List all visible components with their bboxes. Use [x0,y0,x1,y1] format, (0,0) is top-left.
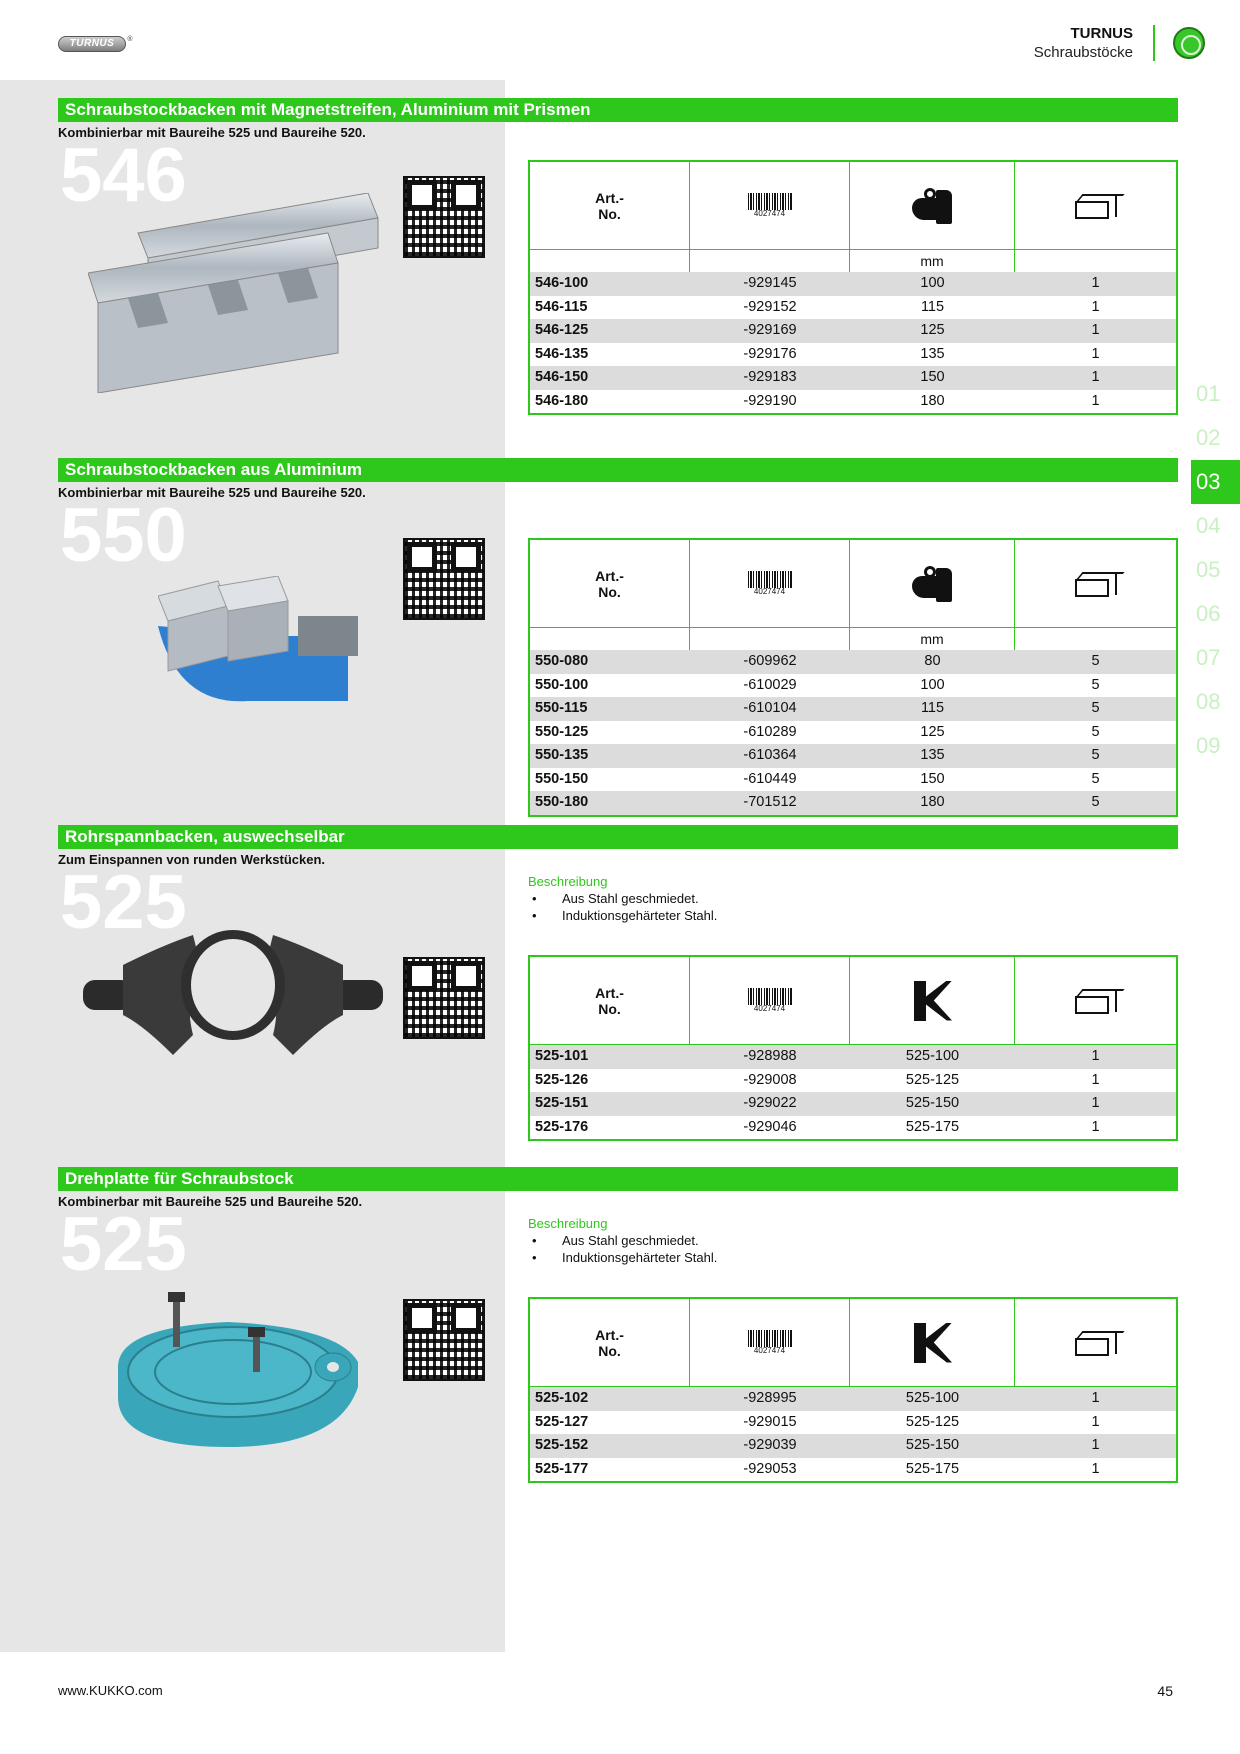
quantity-cell: 5 [1091,723,1100,740]
table-row [530,1458,1176,1482]
barcode-icon: 4027474 [748,988,792,1014]
qr-code-icon[interactable] [403,1299,485,1381]
table-body [530,1387,1176,1481]
header-art-no: Art.- No. [595,189,624,222]
description [528,1215,717,1266]
chapter-tab[interactable]: 07 [1196,645,1221,670]
value-cell: 180 [920,392,945,409]
page-number: 45 [1157,1683,1173,1699]
product-image-aluminium-jaws-on-vise [158,576,358,706]
table-row [530,697,1176,721]
quantity-cell: 1 [1091,1437,1100,1453]
barcode-icon: 4027474 [748,193,792,219]
ean-cell: -610289 [743,723,797,740]
series-number: 550 [60,493,187,578]
section-subtitle: Zum Einspannen von runden Werkstücken. [58,852,326,867]
product-image-swivel-plate [108,1287,368,1457]
ean-cell: -928995 [743,1390,797,1406]
table-row [530,366,1176,390]
section-title: Drehplatte für Schraubstock [58,1167,1178,1191]
quantity-cell: 1 [1091,392,1100,409]
section-525-pipe-jaws [58,825,1178,1135]
table-header [530,1299,1176,1387]
chapter-tab[interactable]: 04 [1196,513,1221,538]
series-number: 525 [60,1202,187,1287]
ean-cell: -929008 [743,1071,797,1088]
value-cell: 525-125 [905,1413,960,1430]
spec-table-525-pipe [528,955,1178,1141]
table-row [530,1387,1176,1411]
section-525-swivel-plate [58,1167,1178,1477]
quantity-cell: 5 [1091,794,1100,810]
article-number-cell: 550-080 [535,653,589,669]
section-subtitle: Kombinerbar mit Baureihe 525 und Baureihe 520. [58,1194,363,1209]
quantity-cell: 1 [1091,1095,1100,1111]
value-cell: 100 [920,275,945,291]
section-title: Rohrspannbacken, auswechselbar [58,825,1178,849]
chapter-tab[interactable]: 05 [1196,557,1221,582]
quantity-cell: 5 [1091,653,1100,669]
article-number-cell: 550-180 [535,794,589,810]
table-header [530,957,1176,1045]
chapter-tab[interactable]: 09 [1196,733,1221,758]
value-cell: 525-100 [905,1390,960,1406]
quantity-cell: 5 [1091,676,1100,693]
value-cell: 125 [920,322,945,338]
footer-website[interactable]: www.KUKKO.com [58,1683,163,1698]
value-cell: 80 [924,653,941,669]
ean-cell: -929022 [743,1095,797,1111]
spec-table-525-plate [528,1297,1178,1483]
quantity-cell: 1 [1091,1413,1100,1430]
package-quantity-icon [1073,1328,1119,1358]
chapter-index [1191,372,1240,768]
article-number-cell: 546-180 [535,392,589,409]
chapter-tab[interactable]: 08 [1196,689,1221,714]
compatible-series-icon [910,979,954,1023]
quantity-cell: 1 [1091,1390,1100,1406]
unit-mm: mm [850,628,1015,650]
table-row [530,744,1176,768]
article-number-cell: 525-126 [535,1071,589,1088]
barcode-icon: 4027474 [748,1330,792,1356]
quantity-cell: 1 [1091,1460,1100,1477]
ean-cell: -929183 [743,369,797,385]
unit-row [530,628,1176,650]
quantity-cell: 5 [1091,770,1100,787]
ean-cell: -610449 [743,770,797,787]
section-subtitle: Kombinierbar mit Baureihe 525 und Baureihe 520. [58,485,366,500]
value-cell: 115 [920,700,945,716]
article-number-cell: 546-150 [535,369,589,385]
quantity-cell: 1 [1091,345,1100,362]
ean-cell: -701512 [743,794,797,810]
value-cell: 100 [920,676,945,693]
table-row [530,296,1176,320]
table-row [530,650,1176,674]
article-number-cell: 546-115 [535,298,588,315]
quantity-cell: 1 [1091,369,1100,385]
table-row [530,768,1176,792]
value-cell: 150 [920,369,945,385]
article-number-cell: 550-125 [535,723,589,740]
table-row [530,1045,1176,1069]
article-number-cell: 525-152 [535,1437,589,1453]
ean-cell: -610029 [743,676,797,693]
table-row [530,1434,1176,1458]
table-row [530,1116,1176,1140]
article-number-cell: 525-176 [535,1118,589,1135]
value-cell: 525-175 [905,1460,960,1477]
ean-cell: -929015 [743,1413,797,1430]
table-row [530,343,1176,367]
value-cell: 115 [920,298,945,315]
description-item: • Aus Stahl geschmiedet. [528,1232,717,1249]
article-number-cell: 525-101 [535,1048,589,1064]
quantity-cell: 1 [1091,1048,1100,1064]
qr-code-icon[interactable] [403,538,485,620]
table-row [530,791,1176,815]
value-cell: 525-125 [905,1071,960,1088]
description [528,873,717,924]
table-row [530,1411,1176,1435]
description-item: • Aus Stahl geschmiedet. [528,890,717,907]
value-cell: 135 [920,747,945,763]
chapter-tab-active[interactable]: 03 [1191,460,1240,504]
article-number-cell: 550-150 [535,770,589,787]
table-row [530,1069,1176,1093]
package-quantity-icon [1073,569,1119,599]
ean-cell: -929190 [743,392,797,409]
table-row [530,272,1176,296]
chapter-tab[interactable]: 06 [1196,601,1221,626]
table-body [530,1045,1176,1139]
brand-block [1034,25,1133,63]
quantity-cell: 1 [1091,322,1100,338]
brand-name: TURNUS [1070,25,1133,42]
quantity-cell: 1 [1091,275,1100,291]
unit-mm: mm [850,250,1015,272]
description-title: Beschreibung [528,1216,608,1231]
table-header [530,540,1176,628]
brand-divider [1153,25,1155,61]
description-title: Beschreibung [528,874,608,889]
table-row [530,1092,1176,1116]
description-item: • Induktionsgehärteter Stahl. [528,1249,717,1266]
quantity-cell: 1 [1091,1118,1100,1135]
value-cell: 150 [920,770,945,787]
package-quantity-icon [1073,986,1119,1016]
article-number-cell: 550-135 [535,747,589,763]
article-number-cell: 525-151 [535,1095,589,1111]
value-cell: 125 [920,723,945,740]
article-number-cell: 546-125 [535,322,589,338]
series-number: 525 [60,860,187,945]
value-cell: 135 [920,345,945,362]
header-art-no: Art.- No. [595,1326,624,1359]
section-546 [58,98,1178,409]
package-quantity-icon [1073,191,1119,221]
chapter-tab[interactable]: 02 [1196,425,1221,450]
value-cell: 180 [920,794,945,810]
ean-cell: -929053 [743,1460,797,1477]
jaw-width-icon [910,564,954,604]
brand-subtitle: Schraubstöcke [1033,44,1133,61]
ean-cell: -610104 [743,700,797,716]
table-row [530,390,1176,414]
chapter-tab[interactable]: 01 [1196,381,1221,406]
product-image-pipe-jaws [83,925,383,1065]
table-row [530,319,1176,343]
section-title: Schraubstockbacken aus Aluminium [58,458,1178,482]
series-number: 546 [60,133,187,218]
header-art-no: Art.- No. [595,984,624,1017]
ean-cell: -929169 [743,322,797,338]
ean-cell: -929039 [743,1437,797,1453]
jaw-width-icon [910,186,954,226]
quantity-cell: 1 [1091,1071,1100,1088]
barcode-icon: 4027474 [748,571,792,597]
ean-cell: -929176 [743,345,797,362]
spec-table-546 [528,160,1178,415]
article-number-cell: 546-100 [535,275,589,291]
table-body [530,650,1176,815]
table-row [530,674,1176,698]
header-art-no: Art.- No. [595,567,624,600]
ean-cell: -929046 [743,1118,797,1135]
qr-code-icon[interactable] [403,176,485,258]
turnus-logo: TURNUS ® [58,36,126,52]
unit-row [530,250,1176,272]
description-item: • Induktionsgehärteter Stahl. [528,907,717,924]
quantity-cell: 1 [1091,298,1100,315]
section-550 [58,458,1178,810]
ean-cell: -609962 [743,653,797,669]
value-cell: 525-100 [905,1048,960,1064]
ean-cell: -929145 [743,275,797,291]
company-seal-icon [1173,27,1205,59]
quantity-cell: 5 [1091,700,1100,716]
spec-table-550 [528,538,1178,817]
quantity-cell: 5 [1091,747,1100,763]
value-cell: 525-150 [905,1095,960,1111]
article-number-cell: 546-135 [535,345,589,362]
table-body [530,272,1176,413]
article-number-cell: 525-102 [535,1390,589,1406]
article-number-cell: 525-177 [535,1460,589,1477]
section-title: Schraubstockbacken mit Magnetstreifen, Aluminium mit Prismen [58,98,1178,122]
value-cell: 525-150 [905,1437,960,1453]
value-cell: 525-175 [905,1118,960,1135]
article-number-cell: 525-127 [535,1413,589,1430]
ean-cell: -610364 [743,747,797,763]
ean-cell: -928988 [743,1048,797,1064]
article-number-cell: 550-115 [535,700,588,716]
ean-cell: -929152 [743,298,797,315]
product-image-aluminium-jaws [88,193,388,393]
article-number-cell: 550-100 [535,676,589,693]
table-row [530,721,1176,745]
table-header [530,162,1176,250]
section-subtitle: Kombinierbar mit Baureihe 525 und Baureihe 520. [58,125,366,140]
compatible-series-icon [910,1321,954,1365]
qr-code-icon[interactable] [403,957,485,1039]
